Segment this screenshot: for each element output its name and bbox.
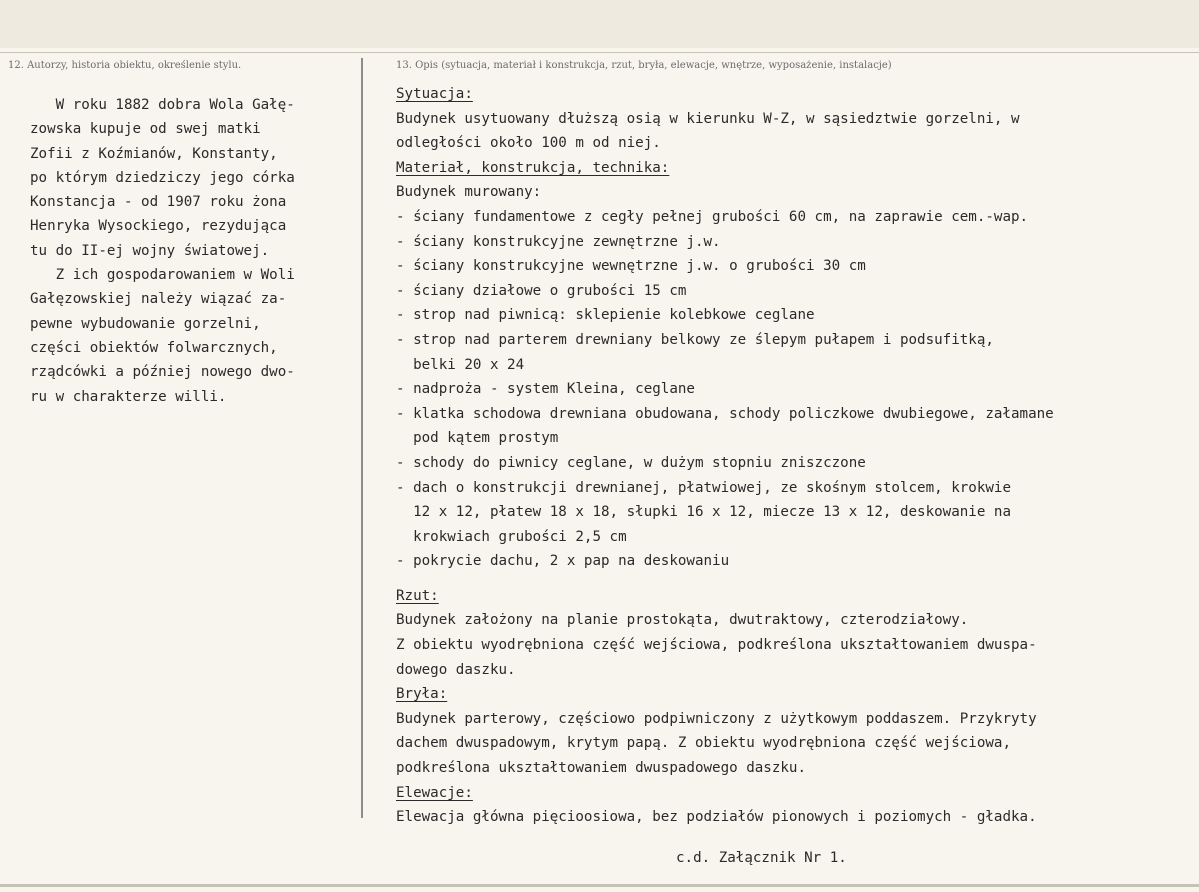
spacer — [396, 574, 1186, 584]
description-line: - ściany konstrukcyjne wewnętrzne j.w. o grubości 30 cm — [396, 258, 866, 275]
description-line: dowego daszku. — [396, 661, 516, 678]
history-line: części obiektów folwarcznych, — [30, 339, 278, 356]
section-heading-bryla: Bryła: — [396, 686, 448, 703]
description-line: Z obiektu wyodrębniona część wejściowa, podkreślona ukształtowaniem dwuspa- — [396, 637, 1037, 654]
description-line: dachem dwuspadowym, krytym papą. Z obiektu wyodrębniona część wejściowa, — [396, 735, 1011, 752]
attachment-note: c.d. Załącznik Nr 1. — [676, 850, 847, 866]
description-line: Budynek usytuowany dłuższą osią w kierunku W-Z, w sąsiedztwie gorzelni, w — [396, 110, 1020, 127]
description-line: - ściany działowe o grubości 15 cm — [396, 282, 687, 299]
top-rule — [0, 52, 1199, 53]
description-line: Budynek parterowy, częściowo podpiwniczony z użytkowym poddaszem. Przykryty — [396, 710, 1037, 727]
description-line: - klatka schodowa drewniana obudowana, schody policzkowe dwubiegowe, załamane — [396, 405, 1054, 422]
section-heading-material: Materiał, konstrukcja, technika: — [396, 159, 670, 176]
history-line: tu do II-ej wojny światowej. — [30, 242, 270, 259]
description-line: - ściany konstrukcyjne zewnętrzne j.w. — [396, 233, 721, 250]
left-column-heading: 12. Autorzy, historia obiektu, określenie stylu. — [8, 60, 242, 71]
section-heading-rzut: Rzut: — [396, 587, 439, 604]
history-line: ru w charakterze willi. — [30, 388, 227, 405]
history-line: Konstancja - od 1907 roku żona — [30, 194, 287, 211]
history-line: Zofii z Koźmianów, Konstanty, — [30, 145, 278, 162]
scan-top-band — [0, 0, 1199, 48]
history-line: W roku 1882 dobra Wola Gałę- — [30, 97, 295, 113]
description-line: - strop nad parterem drewniany belkowy ze ślepym pułapem i podsufitką, — [396, 331, 994, 348]
history-line: rządcówki a później nowego dwo- — [30, 364, 295, 381]
description-line: - nadproża - system Kleina, ceglane — [396, 381, 695, 398]
description-line: - dach o konstrukcji drewnianej, płatwiowej, ze skośnym stolcem, krokwie — [396, 479, 1011, 496]
section-heading-elewacje: Elewacje: — [396, 784, 473, 801]
description-line: - pokrycie dachu, 2 x pap na deskowaniu — [396, 553, 730, 570]
history-line: Z ich gospodarowaniem w Woli — [30, 267, 295, 284]
description-line: krokwiach grubości 2,5 cm — [396, 528, 627, 545]
description-line: odległości około 100 m od niej. — [396, 135, 661, 152]
description-line: belki 20 x 24 — [396, 356, 525, 373]
history-line: po którym dziedziczy jego córka — [30, 169, 295, 186]
bottom-rule — [0, 884, 1199, 887]
description-line: 12 x 12, płatew 18 x 18, słupki 16 x 12, miecze 13 x 12, deskowanie na — [396, 504, 1011, 521]
description-line: pod kątem prostym — [396, 430, 559, 447]
description-line: Budynek założony na planie prostokąta, dwutraktowy, czterodziałowy. — [396, 612, 969, 629]
section-heading-sytuacja: Sytuacja: — [396, 86, 473, 102]
description-line: podkreślona ukształtowaniem dwuspadowego daszku. — [396, 760, 806, 777]
description-line: - ściany fundamentowe z cegły pełnej grubości 60 cm, na zaprawie cem.-wap. — [396, 208, 1029, 225]
description-line: - schody do piwnicy ceglane, w dużym stopniu zniszczone — [396, 454, 866, 471]
column-divider — [361, 58, 363, 818]
history-line: Henryka Wysockiego, rezydująca — [30, 218, 287, 235]
right-column-heading: 13. Opis (sytuacja, materiał i konstrukcja, rzut, bryła, elewacje, wnętrze, wyposażenie, instalacje) — [396, 60, 892, 71]
history-text — [30, 93, 360, 409]
history-line: pewne wybudowanie gorzelni, — [30, 315, 261, 332]
description-text — [396, 82, 1186, 830]
history-line: zowska kupuje od swej matki — [30, 121, 261, 138]
description-line: Budynek murowany: — [396, 184, 542, 201]
description-line: - strop nad piwnicą: sklepienie kolebkowe ceglane — [396, 307, 815, 324]
description-line: Elewacja główna pięcioosiowa, bez podziałów pionowych i poziomych - gładka. — [396, 809, 1037, 826]
history-line: Gałęzowskiej należy wiązać za- — [30, 291, 287, 308]
